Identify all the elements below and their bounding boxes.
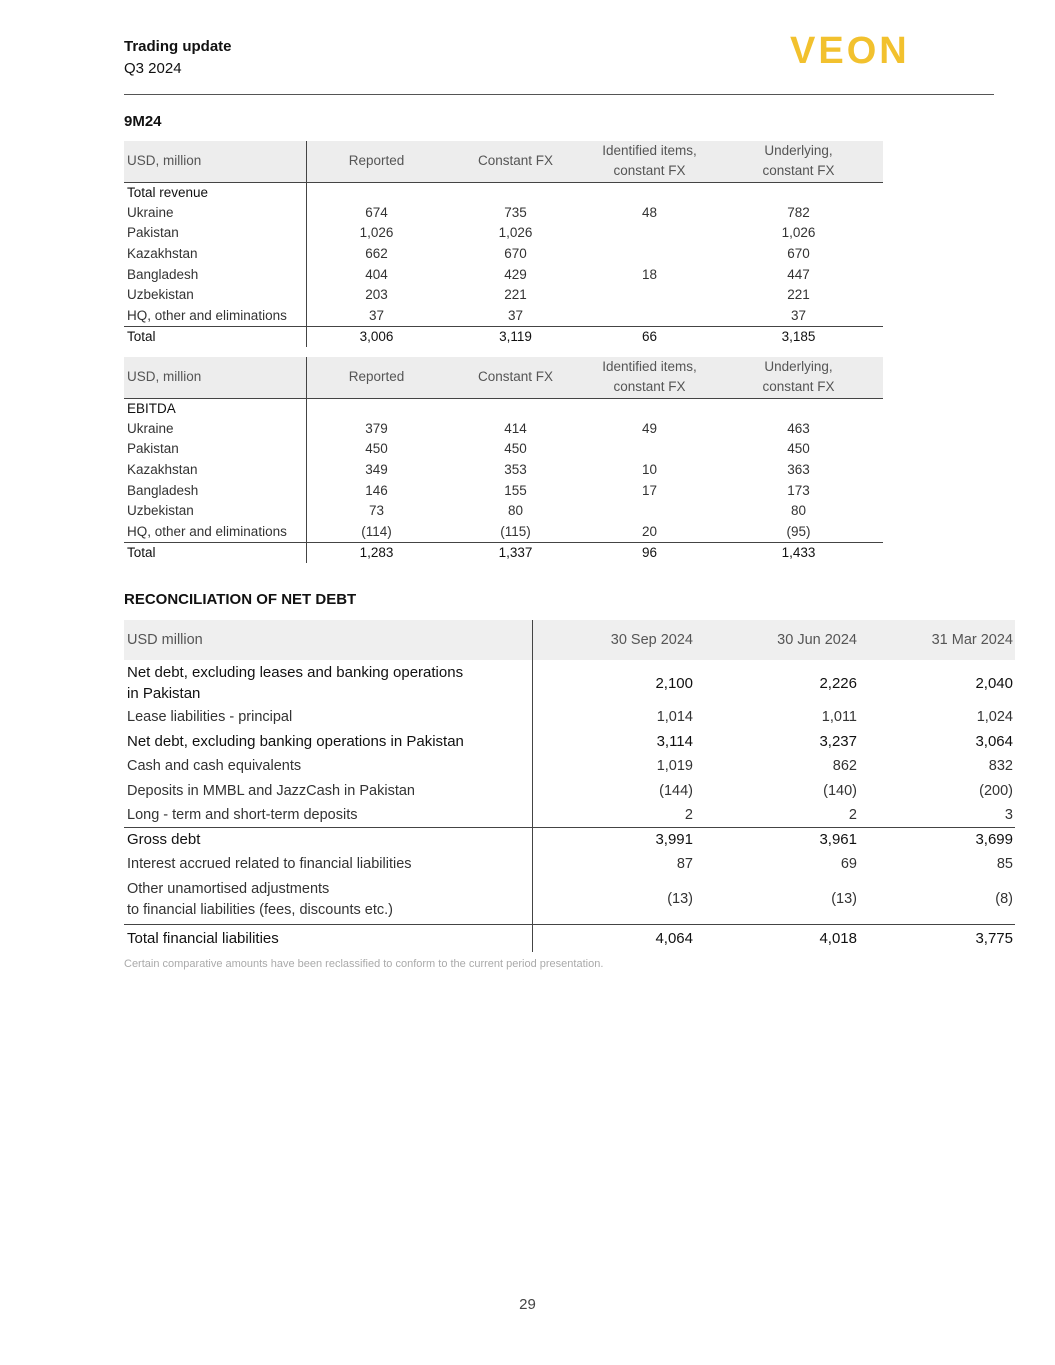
net-debt-table-header <box>124 620 1015 660</box>
column-header: Identified items, constant FX <box>585 141 714 182</box>
row-label: Uzbekistan <box>124 285 307 306</box>
column-header: Constant FX <box>446 357 585 398</box>
row-label: Kazakhstan <box>124 244 307 265</box>
value-cell <box>585 306 714 327</box>
value-cell: 80 <box>507 503 524 519</box>
value-cell: 447 <box>787 266 810 282</box>
row-label: Cash and cash equivalents <box>124 755 533 778</box>
row-label: Net debt, excluding leases and banking operations in Pakistan <box>124 660 533 706</box>
table-row <box>124 660 1015 706</box>
value-cell: (8) <box>995 891 1013 908</box>
group-label: EBITDA <box>124 398 307 419</box>
table-row <box>124 501 883 522</box>
value-cell: (95) <box>786 523 811 539</box>
value-cell: 3,699 <box>861 827 1015 852</box>
group-row <box>124 182 883 203</box>
table-row <box>124 264 883 285</box>
value-cell: 1,283 <box>307 542 447 563</box>
value-cell: 73 <box>368 503 385 519</box>
table-row <box>124 876 1015 924</box>
value-cell <box>585 439 714 460</box>
value-cell: 1,011 <box>821 708 857 725</box>
empty-cell <box>714 182 883 203</box>
table-row <box>124 419 883 440</box>
value-cell: 3,119 <box>446 326 585 347</box>
revenue-table-header <box>124 141 883 182</box>
value-cell: (200) <box>979 782 1013 799</box>
value-cell: 4,018 <box>697 924 861 952</box>
row-label: Lease liabilities - principal <box>124 706 533 728</box>
group-row <box>124 398 883 419</box>
revenue-table <box>124 141 883 347</box>
net-debt-table <box>124 620 1015 952</box>
section-title-net-debt: RECONCILIATION OF NET DEBT <box>124 591 357 608</box>
table-row <box>124 852 1015 876</box>
value-cell: 782 <box>787 204 810 220</box>
row-label: Other unamortised adjustments to financial liabilities (fees, discounts etc.) <box>124 876 533 924</box>
total-row <box>124 542 883 563</box>
value-cell: 1,337 <box>446 542 585 563</box>
table-row <box>124 827 1015 852</box>
value-cell: 450 <box>787 441 810 457</box>
row-label: Ukraine <box>124 419 307 440</box>
value-cell: 48 <box>641 204 658 220</box>
total-row <box>124 326 883 347</box>
value-cell: 146 <box>365 482 388 498</box>
table-row <box>124 480 883 501</box>
value-cell: 18 <box>641 266 658 282</box>
value-cell: 17 <box>641 482 658 498</box>
value-cell: 674 <box>365 204 388 220</box>
row-label: Bangladesh <box>124 480 307 501</box>
value-cell <box>585 501 714 522</box>
value-cell: 379 <box>365 420 388 436</box>
value-cell: 3,006 <box>307 326 447 347</box>
value-cell: 1,019 <box>656 758 693 774</box>
row-label: Ukraine <box>124 203 307 224</box>
table-row <box>124 804 1015 827</box>
value-cell: 37 <box>790 307 807 323</box>
value-cell: 3,185 <box>714 326 883 347</box>
value-cell: 221 <box>504 287 527 303</box>
table-row <box>124 778 1015 804</box>
value-cell <box>585 244 714 265</box>
row-label: HQ, other and eliminations <box>124 522 307 543</box>
column-header: Identified items, constant FX <box>585 357 714 398</box>
table-row <box>124 439 883 460</box>
row-label: Long - term and short-term deposits <box>124 804 533 827</box>
row-label: Uzbekistan <box>124 501 307 522</box>
value-cell: 37 <box>507 307 524 323</box>
column-header: 31 Mar 2024 <box>861 620 1015 660</box>
empty-cell <box>585 182 714 203</box>
empty-cell <box>446 398 585 419</box>
value-cell: 353 <box>504 462 527 478</box>
value-cell: 2,100 <box>655 674 693 692</box>
value-cell: 2 <box>848 806 857 823</box>
row-label: HQ, other and eliminations <box>124 306 307 327</box>
value-cell: 3,961 <box>697 827 861 852</box>
table-row <box>124 522 883 543</box>
value-cell: 221 <box>787 287 810 303</box>
row-label: Total <box>124 326 307 347</box>
empty-cell <box>446 182 585 203</box>
footnote: Certain comparative amounts have been reclassified to conform to the current period presentation. <box>124 958 604 970</box>
value-cell <box>585 223 714 244</box>
table-row <box>124 728 1015 755</box>
value-cell: 2,226 <box>819 674 857 692</box>
value-cell: 3,991 <box>533 827 698 852</box>
empty-cell <box>307 398 447 419</box>
value-cell: 96 <box>585 542 714 563</box>
ebitda-table <box>124 357 883 563</box>
value-cell: 429 <box>504 266 527 282</box>
value-cell: 404 <box>365 266 388 282</box>
value-cell: 2,040 <box>975 674 1013 692</box>
empty-cell <box>307 182 447 203</box>
value-cell: 69 <box>840 855 857 872</box>
value-cell: 3,064 <box>975 733 1013 750</box>
value-cell: 2 <box>684 806 693 823</box>
veon-logo: VEON <box>790 30 910 72</box>
column-header: 30 Sep 2024 <box>533 620 698 660</box>
value-cell: 3 <box>1004 806 1013 823</box>
value-cell: 1,026 <box>498 225 533 241</box>
value-cell: 349 <box>365 462 388 478</box>
column-header: Reported <box>307 141 447 182</box>
value-cell: 450 <box>365 441 388 457</box>
row-label: Bangladesh <box>124 264 307 285</box>
section-title-9m24: 9M24 <box>124 113 162 130</box>
row-label: Total <box>124 542 307 563</box>
column-header: Constant FX <box>446 141 585 182</box>
document-period: Q3 2024 <box>124 60 182 77</box>
value-cell: 670 <box>787 246 810 262</box>
value-cell: 414 <box>504 420 527 436</box>
value-cell: 1,014 <box>656 708 693 725</box>
value-cell: 66 <box>585 326 714 347</box>
value-cell: 10 <box>641 462 658 478</box>
value-cell: 832 <box>988 758 1013 774</box>
value-cell: 363 <box>787 462 810 478</box>
table-row <box>124 244 883 265</box>
row-label: Net debt, excluding banking operations in Pakistan <box>124 728 533 755</box>
value-cell: 37 <box>368 307 385 323</box>
value-cell: 1,026 <box>359 225 394 241</box>
table-row <box>124 755 1015 778</box>
value-cell: (140) <box>823 782 857 799</box>
value-cell: 203 <box>365 287 388 303</box>
value-cell: 450 <box>504 441 527 457</box>
empty-cell <box>585 398 714 419</box>
column-header: USD, million <box>124 357 307 398</box>
row-label: Gross debt <box>124 827 533 852</box>
row-label: Interest accrued related to financial liabilities <box>124 852 533 876</box>
empty-cell <box>714 398 883 419</box>
value-cell: 3,775 <box>861 924 1015 952</box>
table-row <box>124 706 1015 728</box>
table-row <box>124 306 883 327</box>
value-cell: 662 <box>365 246 388 262</box>
column-header: USD, million <box>124 141 307 182</box>
value-cell: (13) <box>667 891 693 908</box>
table-row <box>124 285 883 306</box>
row-label: Pakistan <box>124 439 307 460</box>
value-cell: 1,026 <box>781 225 816 241</box>
value-cell: (114) <box>361 523 392 539</box>
table-row <box>124 203 883 224</box>
value-cell: 463 <box>787 420 810 436</box>
row-label: Deposits in MMBL and JazzCash in Pakistan <box>124 778 533 804</box>
row-label: Pakistan <box>124 223 307 244</box>
value-cell: 80 <box>790 503 807 519</box>
column-header: Underlying, constant FX <box>714 141 883 182</box>
group-label: Total revenue <box>124 182 307 203</box>
value-cell <box>585 285 714 306</box>
value-cell: 670 <box>504 246 527 262</box>
row-label: Total financial liabilities <box>124 924 533 952</box>
document-title: Trading update <box>124 38 232 55</box>
value-cell: 49 <box>641 420 658 436</box>
value-cell: 1,433 <box>714 542 883 563</box>
value-cell: 155 <box>504 482 527 498</box>
column-header: 30 Jun 2024 <box>697 620 861 660</box>
value-cell: (144) <box>659 782 693 799</box>
table-row <box>124 460 883 481</box>
value-cell: 85 <box>996 855 1013 872</box>
value-cell: (115) <box>500 523 531 539</box>
row-label: Kazakhstan <box>124 460 307 481</box>
table-row <box>124 924 1015 952</box>
table-row <box>124 223 883 244</box>
value-cell: 1,024 <box>976 708 1013 725</box>
value-cell: 3,237 <box>819 733 857 750</box>
header-divider <box>124 94 994 95</box>
value-cell: 20 <box>641 523 658 539</box>
value-cell: 735 <box>504 204 527 220</box>
value-cell: 173 <box>787 482 810 498</box>
value-cell: 862 <box>832 758 857 774</box>
column-header: USD million <box>124 620 533 660</box>
value-cell: 87 <box>676 855 693 872</box>
page-number: 29 <box>519 1296 536 1313</box>
column-header: Underlying, constant FX <box>714 357 883 398</box>
column-header: Reported <box>307 357 447 398</box>
value-cell: (13) <box>831 891 857 908</box>
ebitda-table-header <box>124 357 883 398</box>
value-cell: 4,064 <box>533 924 698 952</box>
value-cell: 3,114 <box>656 733 693 750</box>
